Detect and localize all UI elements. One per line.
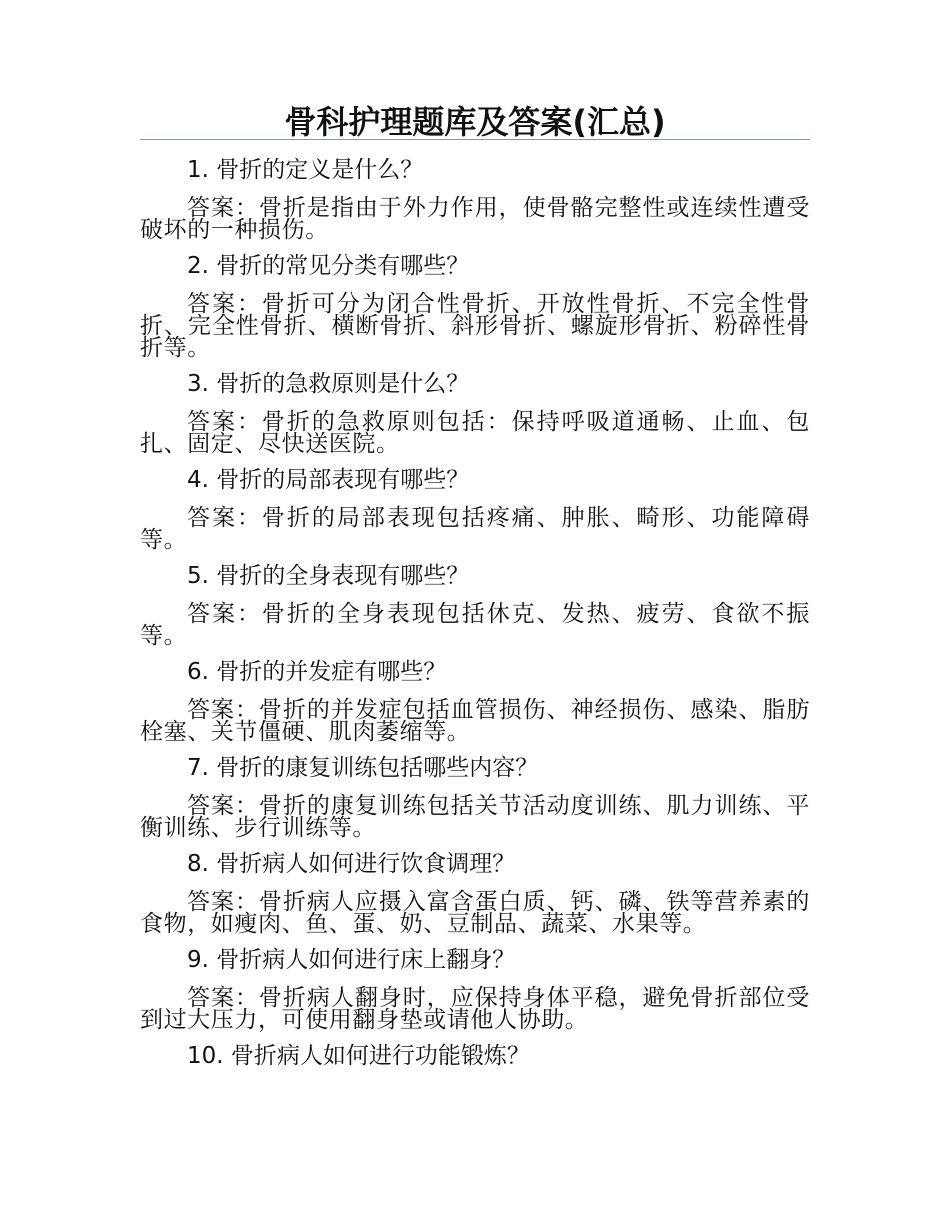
document-title: 骨科护理题库及答案(汇总) xyxy=(284,103,666,141)
title-underline xyxy=(140,139,810,140)
question-6: 6. 骨折的并发症有哪些？ xyxy=(187,659,447,685)
answer-9: 答案：骨折病人翻身时，应保持身体平稳，避免骨折部位受到过大压力，可使用翻身垫或请他人协助。 xyxy=(140,985,810,1033)
question-4: 4. 骨折的局部表现有哪些？ xyxy=(187,467,470,493)
question-3: 3. 骨折的急救原则是什么？ xyxy=(187,371,470,397)
question-2: 2. 骨折的常见分类有哪些？ xyxy=(187,253,470,279)
answer-4: 答案：骨折的局部表现包括疼痛、肿胀、畸形、功能障碍等。 xyxy=(140,505,810,553)
question-1: 1. 骨折的定义是什么？ xyxy=(187,157,424,183)
question-7: 7. 骨折的康复训练包括哪些内容？ xyxy=(187,755,539,781)
answer-5: 答案：骨折的全身表现包括休克、发热、疲劳、食欲不振等。 xyxy=(140,601,810,649)
question-9: 9. 骨折病人如何进行床上翻身？ xyxy=(187,947,516,973)
answer-8: 答案：骨折病人应摄入富含蛋白质、钙、磷、铁等营养素的食物，如瘦肉、鱼、蛋、奶、豆制品、蔬菜、水果等。 xyxy=(140,889,810,937)
answer-6: 答案：骨折的并发症包括血管损伤、神经损伤、感染、脂肪栓塞、关节僵硬、肌肉萎缩等。 xyxy=(140,697,810,745)
question-8: 8. 骨折病人如何进行饮食调理？ xyxy=(187,851,516,877)
question-5: 5. 骨折的全身表现有哪些？ xyxy=(187,563,470,589)
answer-7: 答案：骨折的康复训练包括关节活动度训练、肌力训练、平衡训练、步行训练等。 xyxy=(140,793,810,841)
qa-list xyxy=(140,155,810,1077)
answer-2: 答案：骨折可分为闭合性骨折、开放性骨折、不完全性骨折、完全性骨折、横断骨折、斜形骨折、螺旋形骨折、粉碎性骨折等。 xyxy=(140,291,810,361)
answer-1: 答案：骨折是指由于外力作用，使骨骼完整性或连续性遭受破坏的一种损伤。 xyxy=(140,195,810,243)
question-10: 10. 骨折病人如何进行功能锻炼？ xyxy=(187,1043,530,1069)
answer-3: 答案：骨折的急救原则包括：保持呼吸道通畅、止血、包扎、固定、尽快送医院。 xyxy=(140,409,810,457)
